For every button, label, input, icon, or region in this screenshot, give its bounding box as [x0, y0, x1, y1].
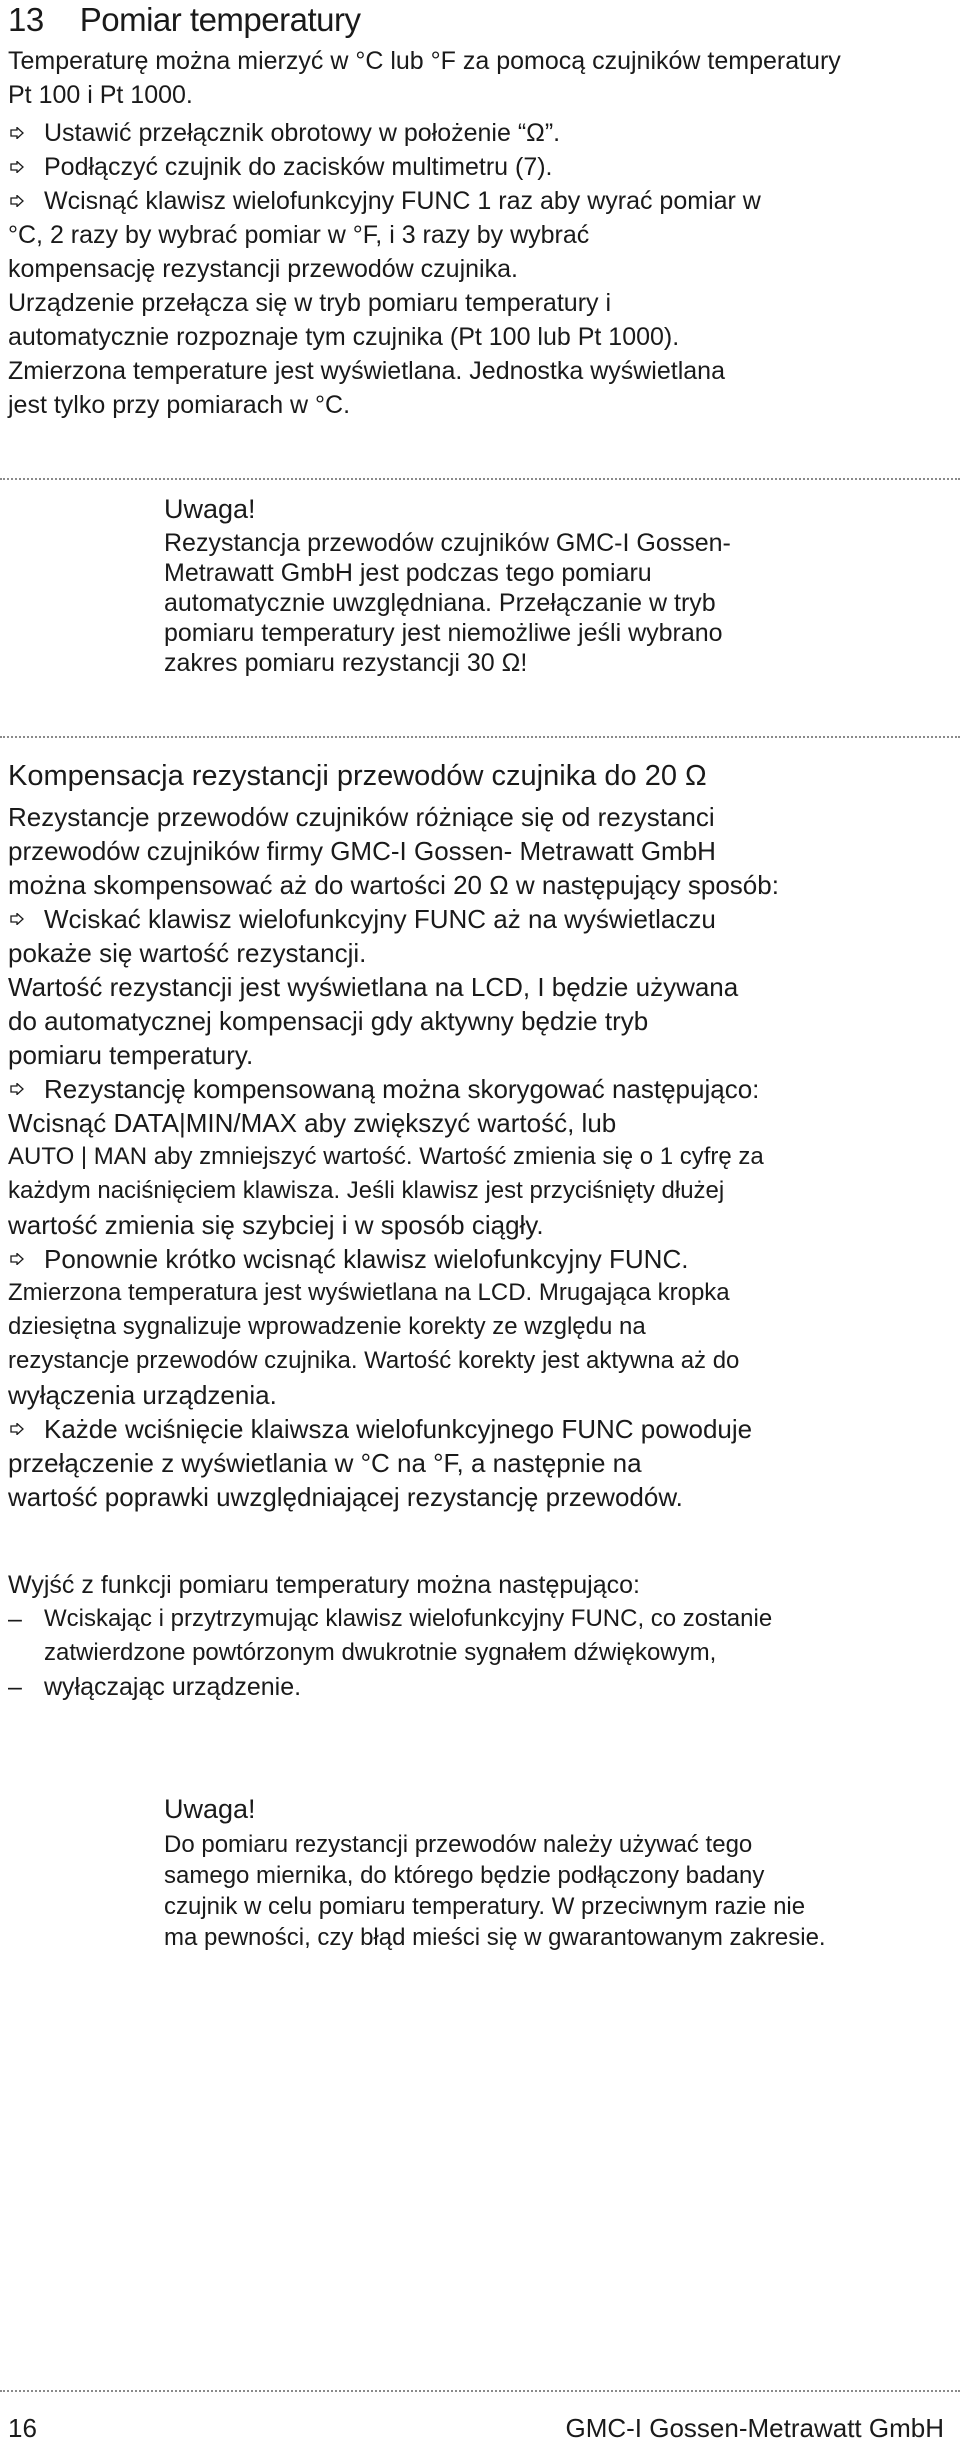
intro-paragraph — [8, 44, 952, 112]
step-line: wartość zmienia się szybciej i w sposób ciągły. — [8, 1210, 544, 1240]
step-item — [8, 1072, 952, 1106]
step-item — [8, 1412, 952, 1446]
arrow-bullet-icon — [10, 913, 24, 925]
note-line: pomiaru temperatury jest niemożliwe jeśli wybrano — [164, 619, 723, 647]
note-line: samego miernika, do którego będzie podłączony badany — [164, 1862, 765, 1889]
exit-line: zatwierdzone powtórzonym dwukrotnie sygnałem dźwiękowym, — [44, 1639, 717, 1666]
section2-intro-line: Rezystancje przewodów czujników różniące się od rezystanci — [8, 802, 715, 832]
arrow-bullet-icon — [10, 1423, 24, 1435]
exit-line: Wciskając i przytrzymując klawisz wielofunkcyjny FUNC, co zostanie — [44, 1605, 773, 1632]
exit-line: wyłączając urządzenie. — [44, 1673, 302, 1701]
note-line: zakres pomiaru rezystancji 30 Ω! — [164, 649, 528, 677]
step-line: pomiaru temperatury. — [8, 1040, 254, 1070]
step-line: kompensację rezystancji przewodów czujnika. — [8, 255, 518, 283]
arrow-bullet-icon — [10, 161, 24, 173]
intro-line: Pt 100 i Pt 1000. — [8, 81, 193, 109]
section-title-text: Pomiar temperatury — [79, 1, 361, 38]
note-line: Do pomiaru rezystancji przewodów należy używać tego — [164, 1831, 753, 1858]
dash-bullet: – — [8, 1605, 22, 1633]
section2-intro-line: można skompensować aż do wartości 20 Ω w następujący sposób: — [8, 870, 779, 900]
divider — [0, 736, 960, 738]
arrow-bullet-icon — [10, 195, 24, 207]
intro-line: Temperaturę można mierzyć w °C lub °F za pomocą czujników temperatury — [8, 47, 841, 75]
step-line: Ponownie krótko wcisnąć klawisz wielofunkcyjny FUNC. — [44, 1244, 689, 1274]
step-line: Urządzenie przełącza się w tryb pomiaru temperatury i — [8, 289, 612, 317]
step-line: Wciskać klawisz wielofunkcyjny FUNC aż na wyświetlaczu — [44, 904, 716, 934]
exit-section — [8, 1568, 952, 1704]
note-line: czujnik w celu pomiaru temperatury. W przeciwnym razie nie — [164, 1893, 806, 1920]
note-box-2 — [164, 1794, 940, 1953]
exit-item — [8, 1670, 952, 1704]
arrow-bullet-icon — [10, 127, 24, 139]
step-continuation — [8, 218, 952, 422]
step-line: automatycznie rozpoznaje tym czujnika (Pt 100 lub Pt 1000). — [8, 323, 680, 351]
section-number: 13 — [8, 1, 44, 38]
exit-item — [8, 1602, 952, 1636]
step-line: przełączenie z wyświetlania w °C na °F, a następnie na — [8, 1448, 642, 1478]
step-line: Zmierzona temperatura jest wyświetlana na LCD. Mrugająca kropka — [8, 1279, 730, 1306]
note-line: Metrawatt GmbH jest podczas tego pomiaru — [164, 559, 652, 587]
step-line: jest tylko przy pomiarach w °C. — [8, 391, 351, 419]
step-line: Ustawić przełącznik obrotowy w położenie “Ω”. — [44, 119, 561, 147]
note-heading: Uwaga! — [164, 1794, 256, 1824]
step-line: wartość poprawki uwzględniającej rezystancję przewodów. — [8, 1482, 683, 1512]
step-line: każdym naciśnięciem klawisza. Jeśli klawisz jest przyciśnięty dłużej — [8, 1177, 725, 1204]
step-line: do automatycznej kompensacji gdy aktywny będzie tryb — [8, 1006, 649, 1036]
note-box-1 — [164, 494, 940, 678]
step-line: Zmierzona temperature jest wyświetlana. Jednostka wyświetlana — [8, 357, 725, 385]
section2-intro-line: przewodów czujników firmy GMC-I Gossen- Metrawatt GmbH — [8, 836, 716, 866]
step-item — [8, 184, 952, 218]
footer-company: GMC-I Gossen-Metrawatt GmbH — [565, 2413, 944, 2443]
step-item — [8, 150, 952, 184]
step-item — [8, 1242, 952, 1276]
footer-divider — [0, 2390, 960, 2392]
step-line: Podłączyć czujnik do zacisków multimetru (7). — [44, 153, 553, 181]
section-title — [8, 0, 360, 40]
step-line: AUTO | MAN aby zmniejszyć wartość. Wartość zmienia się o 1 cyfrę za — [8, 1143, 764, 1170]
step-line: Wartość rezystancji jest wyświetlana na LCD, I będzie używana — [8, 972, 739, 1002]
note-heading: Uwaga! — [164, 494, 256, 524]
step-line: wyłączenia urządzenia. — [8, 1380, 277, 1410]
note-line: Rezystancja przewodów czujników GMC-I Gossen- — [164, 529, 731, 557]
exit-intro: Wyjść z funkcji pomiaru temperatury można następująco: — [8, 1571, 640, 1599]
dash-bullet: – — [8, 1673, 22, 1701]
steps-list-1 — [8, 116, 952, 422]
step-line: °C, 2 razy by wybrać pomiar w °F, i 3 razy by wybrać — [8, 221, 590, 249]
step-line: rezystancje przewodów czujnika. Wartość korekty jest aktywna aż do — [8, 1347, 740, 1374]
step-item — [8, 116, 952, 150]
step-line: Wcisnąć klawisz wielofunkcyjny FUNC 1 raz aby wyrać pomiar w — [44, 187, 761, 215]
step-item — [8, 902, 952, 936]
step-line: Rezystancję kompensowaną można skorygować następująco: — [44, 1074, 760, 1104]
step-line: Wcisnąć DATA|MIN/MAX aby zwiększyć wartość, lub — [8, 1108, 617, 1138]
note-line: automatycznie uwzględniana. Przełączanie w tryb — [164, 589, 716, 617]
compensation-section — [8, 800, 952, 1514]
subsection-heading: Kompensacja rezystancji przewodów czujnika do 20 Ω — [8, 760, 707, 792]
note-line: ma pewności, czy błąd mieści się w gwarantowanym zakresie. — [164, 1924, 826, 1951]
page-number: 16 — [8, 2413, 37, 2443]
arrow-bullet-icon — [10, 1083, 24, 1095]
step-line: dziesiętna sygnalizuje wprowadzenie korekty ze względu na — [8, 1313, 646, 1340]
divider — [0, 478, 960, 480]
step-line: Każde wciśnięcie klaiwsza wielofunkcyjnego FUNC powoduje — [44, 1414, 753, 1444]
step-line: pokaże się wartość rezystancji. — [8, 938, 367, 968]
arrow-bullet-icon — [10, 1253, 24, 1265]
